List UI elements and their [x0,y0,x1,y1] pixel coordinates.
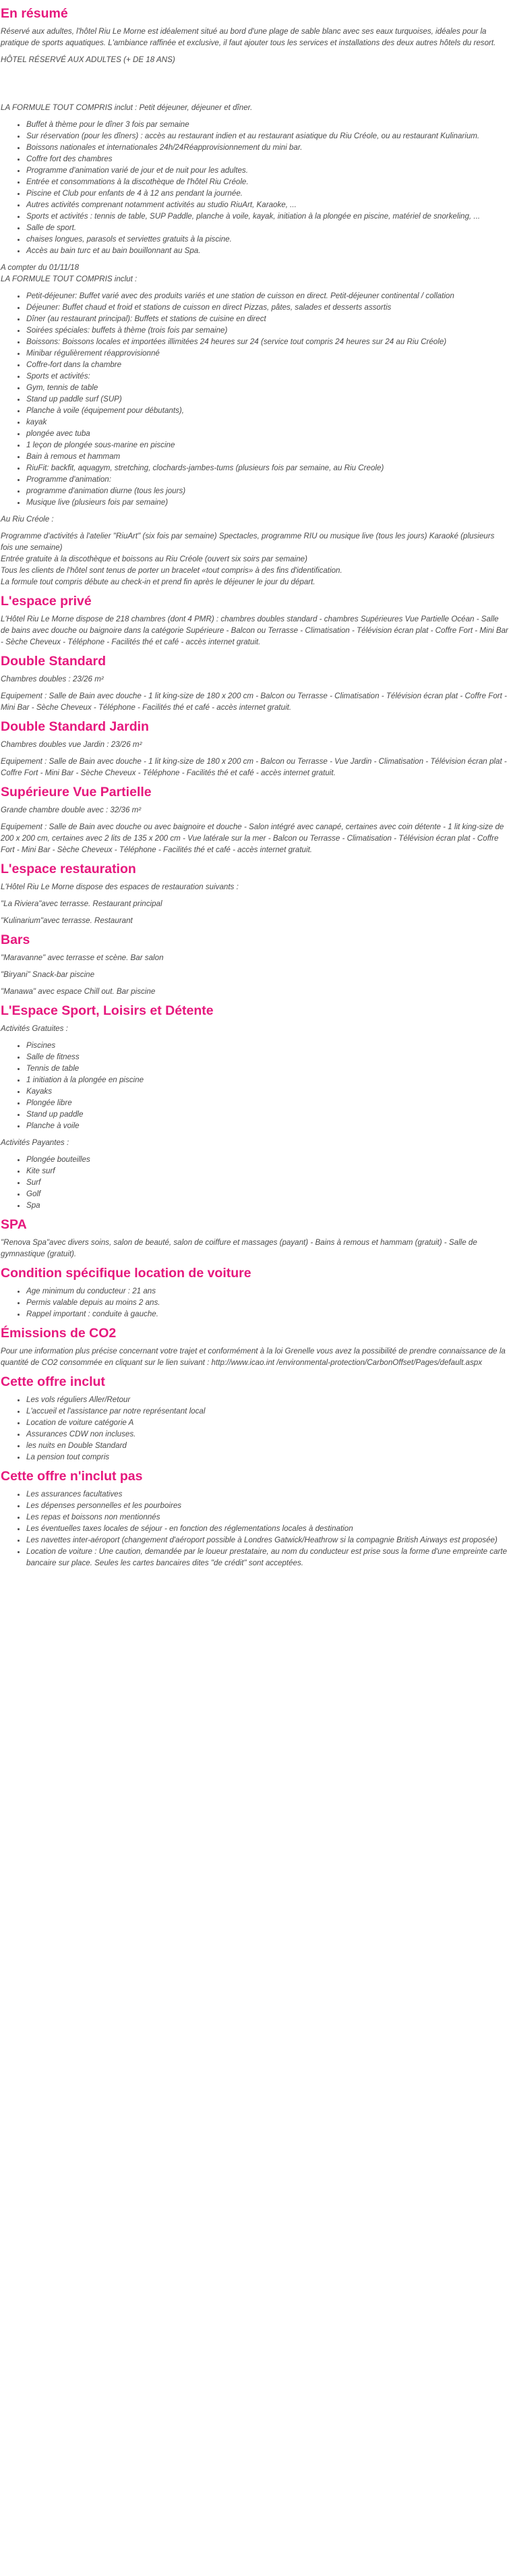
section-title-double-jardin: Double Standard Jardin [1,719,149,734]
section-double-standard [1,653,508,713]
free-activities-label: Activités Gratuites : [1,1024,68,1033]
list-item: • Programme d'animation varié de jour et de nuit pour les adultes. [26,165,508,176]
section-title-restauration: L'espace restauration [1,862,136,876]
list-item: • Coffre fort des chambres [26,153,508,165]
room-size: Grande chambre double avec : 32/36 m² [1,806,142,814]
paid-activities-list [1,1154,508,1211]
list-item: "Manawa" avec espace Chill out. Bar piscine [1,987,156,996]
section-title-superieure: Supérieure Vue Partielle [1,785,152,800]
from-date: A compter du 01/11/18 [1,263,80,272]
list-item: • Les vols réguliers Aller/Retour [26,1394,508,1405]
co2-text: Pour une information plus précise concernant votre trajet et conformément à la loi Grenelle vous avez la possibilité de prendre connaissance de la quantité de CO2 consommée en cliquant sur le lien suivant : http://www.icao.int /environmental-protection/CarbonOffset/Pages/default.aspx [1,1347,506,1367]
list-item: • La pension tout compris [26,1451,508,1463]
list-item: • RiuFit: backfit, aquagym, stretching, clochards-jambes-tums (plusieurs fois par semaine, au Riu Creole) [26,462,508,474]
list-item: • Boissons nationales et internationales 24h/24Réapprovisionnement du mini bar. [26,142,508,153]
section-restauration [1,861,508,926]
section-ninclut [1,1468,508,1569]
section-title-double-standard: Double Standard [1,654,107,669]
text-line: La formule tout compris débute au check-in et prend fin après le déjeuner le jour du départ. [1,578,315,586]
section-espace-prive [1,593,508,648]
list-item: • Tennis de table [26,1063,508,1074]
list-item: • Entrée et consommations à la discothèque de l'hôtel Riu Créole. [26,176,508,188]
list-item: • Les repas et boissons non mentionnés [26,1511,508,1523]
list-item: • Buffet à thème pour le dîner 3 fois par semaine [26,119,508,130]
list-item: • Salle de fitness [26,1051,508,1063]
list-item: • Stand up paddle surf (SUP) [26,393,508,405]
list-item: • Location de voiture catégorie A [26,1417,508,1428]
list-item: • Gym, tennis de table [26,382,508,393]
list-item: • Dîner (au restaurant principal): Buffets et stations de cuisine en direct [26,313,508,325]
list-item: • Petit-déjeuner: Buffet varié avec des produits variés et une station de cuisson en direct. Petit-déjeuner continental / collation [26,290,508,302]
list-item: • Assurances CDW non incluses. [26,1428,508,1440]
bar-list [1,952,508,997]
formula-list-2 [1,290,508,508]
spa-text: "Renova Spa"avec divers soins, salon de beauté, salon de coiffure et massages (payant) - Bains à remous et hammam (gratuit) - Salle de gymnastique (gratuit). [1,1238,477,1258]
list-item: • Boissons: Boissons locales et importées illimitées 24 heures sur 24 (service tout compris 24 heures sur 24 au Riu Créole) [26,336,508,347]
section-title-sport: L'Espace Sport, Loisirs et Détente [1,1003,214,1018]
room-size: Chambres doubles : 23/26 m² [1,675,104,683]
list-item: • Les dépenses personnelles et les pourboires [26,1500,508,1511]
list-item: • Planche à voile [26,1120,508,1131]
section-double-jardin [1,719,508,779]
list-item: • Bain à remous et hammam [26,451,508,462]
section-title-co2: Émissions de CO2 [1,1326,117,1341]
list-item: "Maravanne" avec terrasse et scène. Bar salon [1,953,164,962]
free-activities-list [1,1040,508,1131]
list-item: "Kulinarium"avec terrasse. Restaurant [1,916,133,925]
section-inclut [1,1374,508,1463]
list-item: • Sur réservation (pour les dîners) : accès au restaurant indien et au restaurant asiatique du Riu Créole, ou au restaurant Kulinarium. [26,130,508,142]
list-item: • Location de voiture : Une caution, demandée par le loueur prestataire, au nom du conducteur est prise sous la forme d'une empreinte carte bancaire sur place. Seules les cartes bancaires dites "de crédit" sont acceptées. [26,1546,508,1569]
page-content [0,5,511,1569]
list-item: • Salle de sport. [26,222,508,233]
section-title-espace-prive: L'espace privé [1,594,92,609]
list-item: • Les navettes inter-aéroport (changement d'aéroport possible à Londres Gatwick/Heathrow si la compagnie British Airways est proposée) [26,1534,508,1546]
riu-creole-label: Au Riu Créole : [1,515,54,524]
text-line: Programme d'activités à l'atelier "RiuArt" (six fois par semaine) Spectacles, programme RIU ou musique live (tous les jours) Karaoké (plusieurs fois une semaine) [1,532,495,552]
list-item: • Surf [26,1177,508,1188]
espace-prive-text: L'Hôtel Riu Le Morne dispose de 218 chambres (dont 4 PMR) : chambres doubles standard - chambres Supérieures Vue Partielle Océan - Salle de bains avec douche ou baignoire dans la catégorie Supérieure - Balcon ou Terrasse - Climatisation - Télévision écran plat - Coffre Fort - Mini Bar - Sèche Cheveux - Téléphone - Facilités thé et café - accès internet gratuit. [1,615,508,646]
section-superieure [1,784,508,856]
list-item: • Golf [26,1188,508,1200]
list-item: • kayak [26,416,508,428]
list-item: • Piscine et Club pour enfants de 4 à 12 ans pendant la journée. [26,188,508,199]
riu-creole-lines [1,530,508,588]
list-item: • Plongée libre [26,1097,508,1109]
list-item: • Stand up paddle [26,1109,508,1120]
formula-line: LA FORMULE TOUT COMPRIS inclut : Petit déjeuner, déjeuner et dîner. [1,103,253,112]
list-item: • 1 leçon de plongée sous-marine en piscine [26,439,508,451]
resume-intro: Réservé aux adultes, l'hôtel Riu Le Morne est idéalement situé au bord d'une plage de sable blanc avec ses eaux turquoises, idéales pour la pratique de sports aquatiques. L'ambiance raffinée et exclusive, il faut ajouter tous les services et installations des deux autres hôtels du resort. [1,27,496,47]
text-line: Tous les clients de l'hôtel sont tenus de porter un bracelet «tout compris» à des fins d'identification. [1,566,342,575]
list-item: • L'accueil et l'assistance par notre représentant local [26,1405,508,1417]
section-title-inclut: Cette offre inclut [1,1374,105,1389]
list-item: • Déjeuner: Buffet chaud et froid et stations de cuisson en direct Pizzas, pâtes, salades et desserts assortis [26,302,508,313]
section-bars [1,932,508,997]
formula-list [1,119,508,256]
section-title-bars: Bars [1,932,30,947]
list-item: • Piscines [26,1040,508,1051]
list-item: • Permis valable depuis au moins 2 ans. [26,1297,508,1308]
restauration-intro: L'Hôtel Riu Le Morne dispose des espaces de restauration suivants : [1,883,239,891]
list-item: • Soirées spéciales: buffets à thème (trois fois par semaine) [26,325,508,336]
list-item: • Sports et activités: [26,370,508,382]
list-item: • plongée avec tuba [26,428,508,439]
list-item: • les nuits en Double Standard [26,1440,508,1451]
formula-line-2: LA FORMULE TOUT COMPRIS inclut : [1,275,138,283]
room-size: Chambres doubles vue Jardin : 23/26 m² [1,740,142,749]
room-equipment: Equipement : Salle de Bain avec douche - 1 lit king-size de 180 x 200 cm - Balcon ou Terrasse - Vue Jardin - Climatisation - Télévision écran plat - Coffre Fort - Mini Bar - Sèche Cheveux - Téléphone - Facilités thé et café - accès internet gratuit. [1,757,507,777]
list-item: • Kite surf [26,1165,508,1177]
text-line: Entrée gratuite à la discothèque et boissons au Riu Créole (ouvert six soirs par semaine) [1,555,307,563]
section-location [1,1265,508,1320]
room-equipment: Equipement : Salle de Bain avec douche ou avec baignoire et douche - Salon intégré avec canapé, certaines avec coin détente - 1 lit king-size de 200 x 200 cm, certaines avec 2 lits de 135 x 200 cm - Vue latérale sur la mer - Balcon ou Terrasse - Climatisation - Télévision écran plat - Coffre Fort - Mini Bar - Sèche Cheveux - Téléphone - Facilités thé et café - accès internet gratuit. [1,822,504,854]
section-resume [1,5,508,588]
included-list [1,1394,508,1463]
list-item: • Spa [26,1200,508,1211]
section-title-resume: En résumé [1,6,68,21]
list-item: • Age minimum du conducteur : 21 ans [26,1285,508,1297]
location-list [1,1285,508,1320]
list-item: • chaises longues, parasols et serviettes gratuits à la piscine. [26,233,508,245]
restaurant-list [1,898,508,926]
list-item: • Les assurances facultatives [26,1488,508,1500]
section-title-ninclut: Cette offre n'inclut pas [1,1469,143,1484]
list-item: "La Riviera"avec terrasse. Restaurant principal [1,899,162,908]
adults-only-notice: HÔTEL RÉSERVÉ AUX ADULTES (+ DE 18 ANS) [1,55,175,64]
list-item: • Kayaks [26,1086,508,1097]
list-item: • 1 initiation à la plongée en piscine [26,1074,508,1086]
list-item: • Minibar régulièrement réapprovisionné [26,347,508,359]
section-co2 [1,1325,508,1368]
list-item: "Biryani" Snack-bar piscine [1,970,95,979]
section-sport [1,1003,508,1211]
not-included-list [1,1488,508,1569]
list-item: • Coffre-fort dans la chambre [26,359,508,370]
list-item: • Plongée bouteilles [26,1154,508,1165]
section-title-spa: SPA [1,1217,27,1232]
room-equipment: Equipement : Salle de Bain avec douche - 1 lit king-size de 180 x 200 cm - Balcon ou Terrasse - Climatisation - Télévision écran plat - Coffre Fort - Mini Bar - Sèche Cheveux - Téléphone - Facilités thé et café - accès internet gratuit. [1,692,507,712]
list-item: • programme d'animation diurne (tous les jours) [26,485,508,497]
list-item: • Rappel important : conduite à gauche. [26,1308,508,1320]
section-title-location: Condition spécifique location de voiture [1,1266,251,1281]
list-item: • Programme d'animation: [26,474,508,485]
list-item: • Accès au bain turc et au bain bouillonnant au Spa. [26,245,508,256]
list-item: • Planche à voile (équipement pour débutants), [26,405,508,416]
list-item: • Autres activités comprenant notamment activités au studio RiuArt, Karaoke, ... [26,199,508,211]
list-item: • Musique live (plusieurs fois par semaine) [26,497,508,508]
list-item: • Les éventuelles taxes locales de séjour - en fonction des réglementations locales à destination [26,1523,508,1534]
section-spa [1,1216,508,1260]
list-item: • Sports et activités : tennis de table, SUP Paddle, planche à voile, kayak, initiation à la plongée en piscine, matériel de snorkeling, ... [26,211,508,222]
paid-activities-label: Activités Payantes : [1,1138,69,1147]
